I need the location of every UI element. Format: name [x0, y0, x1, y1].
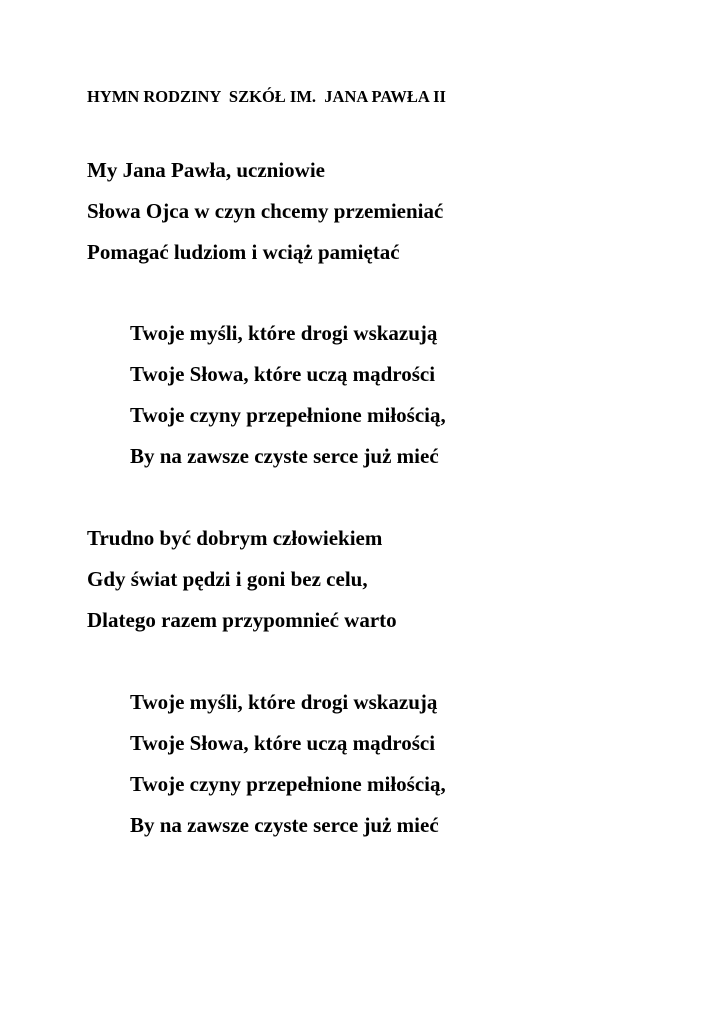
refrain-line: Twoje czyny przepełnione miłością,: [130, 403, 446, 427]
refrain-line: By na zawsze czyste serce już mieć: [130, 813, 439, 837]
stanza-verse-1: [87, 150, 443, 273]
refrain-line: Twoje myśli, które drogi wskazują: [130, 321, 438, 345]
refrain-line: Twoje Słowa, które uczą mądrości: [130, 731, 436, 755]
stanza-refrain-1: [130, 313, 446, 477]
verse-line: Trudno być dobrym człowiekiem: [87, 526, 383, 550]
verse-line: Słowa Ojca w czyn chcemy przemieniać: [87, 199, 444, 223]
stanza-verse-2: [87, 518, 397, 641]
verse-line: Gdy świat pędzi i goni bez celu,: [87, 567, 368, 591]
refrain-line: Twoje myśli, które drogi wskazują: [130, 690, 438, 714]
stanza-refrain-2: [130, 682, 446, 846]
refrain-line: Twoje czyny przepełnione miłością,: [130, 772, 446, 796]
refrain-line: By na zawsze czyste serce już mieć: [130, 444, 439, 468]
verse-line: Pomagać ludziom i wciąż pamiętać: [87, 240, 400, 264]
verse-line: My Jana Pawła, uczniowie: [87, 158, 325, 182]
verse-line: Dlatego razem przypomnieć warto: [87, 608, 397, 632]
document-title: HYMN RODZINY SZKÓŁ IM. JANA PAWŁA II: [87, 87, 446, 106]
refrain-line: Twoje Słowa, które uczą mądrości: [130, 362, 436, 386]
